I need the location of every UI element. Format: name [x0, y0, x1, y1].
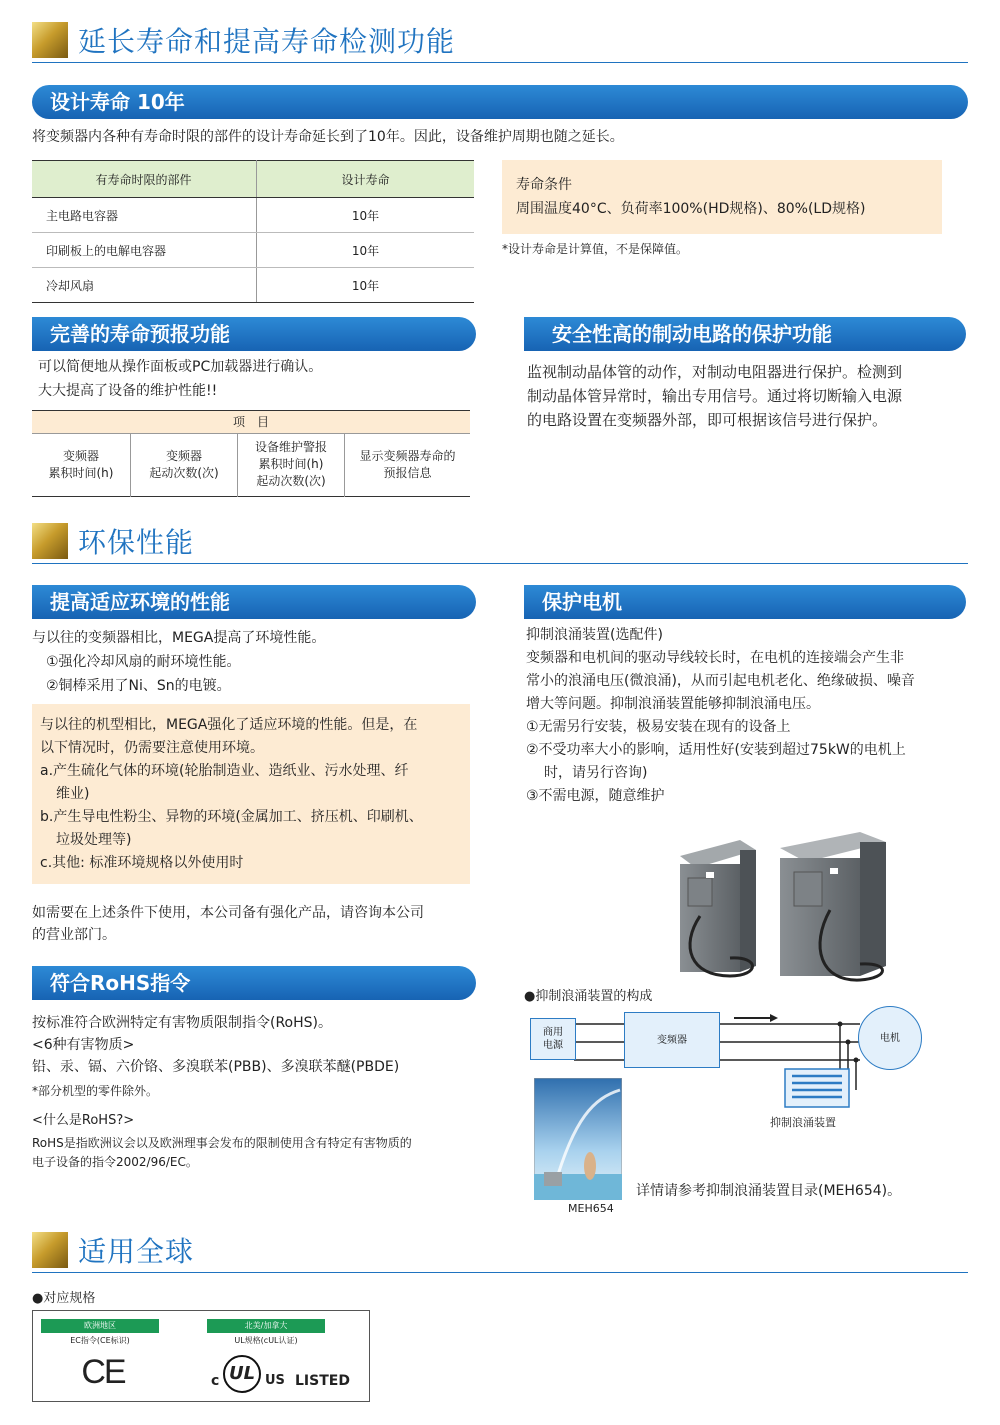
table-row: 印刷板上的电解电容器 10年	[32, 233, 474, 268]
environment-after-text: 如需要在上述条件下使用，本公司备有强化产品，请咨询本公司 的营业部门。	[32, 905, 424, 943]
na-text: UL规格(cUL认证)	[234, 1336, 298, 1345]
gold-square-icon	[32, 1232, 68, 1268]
ul-listed-text: LISTED	[295, 1373, 350, 1389]
ce-mark-icon: CE	[81, 1353, 125, 1391]
catalog-label: MEH654	[568, 1202, 614, 1215]
life-condition-box	[502, 160, 942, 234]
forecast-line-1: 可以简便地从操作面板或PC加载器进行确认。	[38, 359, 323, 375]
items-header: 项 目	[32, 410, 470, 434]
na-label: 北美/加拿大	[207, 1319, 325, 1333]
item-life-forecast: 显示变频器寿命的 预报信息	[359, 448, 456, 480]
forecast-line-2: 大大提高了设备的维护性能!!	[38, 383, 218, 399]
standards-title: ●对应规格	[32, 1291, 96, 1306]
rohs-heading: 符合RoHS指令	[32, 966, 476, 1000]
ul-c-text: c	[211, 1373, 220, 1389]
life-table	[32, 160, 474, 303]
eu-label: 欧洲地区	[41, 1319, 159, 1333]
life-table-header-part: 有寿命时限的部件	[32, 161, 257, 198]
brake-heading: 安全性高的制动电路的保护功能	[524, 317, 966, 351]
motor-heading: 保护电机	[524, 585, 966, 619]
catalog-text: 详情请参考抑制浪涌装置目录(MEH654)。	[636, 1183, 902, 1199]
section-title-life: 延长寿命和提高寿命检测功能	[32, 22, 968, 63]
diagram-suppressor-label: 抑制浪涌装置	[770, 1116, 836, 1129]
environment-text: 与以往的变频器相比，MEGA提高了环境性能。 ①强化冷却风扇的耐环境性能。 ②铜棒采用了Ni、Sn的电镀。	[32, 630, 326, 694]
rohs-what-text: RoHS是指欧洲议会以及欧洲理事会发布的限制使用含有特定有害物质的 电子设备的指令2002/96/EC。	[32, 1136, 412, 1169]
life-table-header-life: 设计寿命	[257, 161, 474, 198]
design-life-heading: 设计寿命 10年	[32, 85, 968, 119]
ul-mark-icon: UL	[223, 1355, 261, 1393]
ul-us-text: US	[265, 1373, 285, 1388]
brake-text: 监视制动晶体管的动作，对制动电阻器进行保护。检测到 制动晶体管异常时，输出专用信号。通过将切断输入电源 的电路设置在变频器外部，即可根据该信号进行保护。	[527, 363, 903, 429]
catalog-cover-image	[534, 1078, 622, 1200]
condition-text: 周围温度40°C、负荷率100%(HD规格)、80%(LD规格)	[516, 201, 866, 217]
item-maintenance-alarm: 设备维护警报 累积时间(h) 起动次数(次)	[238, 433, 345, 497]
rohs-note: *部分机型的零件除外。	[32, 1084, 159, 1098]
items-table	[32, 433, 470, 497]
forecast-heading: 完善的寿命预报功能	[32, 317, 476, 351]
rohs-what-title: <什么是RoHS?>	[32, 1113, 135, 1128]
section-title-global: 适用全球	[32, 1232, 968, 1273]
diagram-power: 商用 电源	[530, 1018, 576, 1060]
surge-suppressor-photo	[660, 826, 900, 988]
gold-square-icon	[32, 22, 68, 58]
table-row: 冷却风扇 10年	[32, 268, 474, 303]
gold-square-icon	[32, 523, 68, 559]
item-start-count: 变频器 起动次数(次)	[131, 433, 238, 497]
suppressor-icon	[784, 1068, 850, 1108]
eu-text: EC指令(CE标识)	[70, 1336, 130, 1345]
environment-heading: 提高适应环境的性能	[32, 585, 476, 619]
environment-caution-box: 与以往的机型相比，MEGA强化了适应环境的性能。但是，在 以下情况时，仍需要注意使用环境。 a.产生硫化气体的环境(轮胎制造业、造纸业、污水处理、纤 维业) b.产生导电性粉尘、异物的环境(金属加工、挤压机、印刷机、 垃圾处理等) c.其他: 标准环境规格以外使用时	[32, 704, 470, 884]
diagram-title: ●抑制浪涌装置的构成	[524, 989, 653, 1004]
condition-title: 寿命条件	[516, 177, 572, 193]
diagram-motor: 电机	[858, 1006, 922, 1070]
section-title-env: 环保性能	[32, 523, 968, 564]
rohs-text: 按标准符合欧洲特定有害物质限制指令(RoHS)。 <6种有害物质> 铅、汞、镉、六价铬、多溴联苯(PBB)、多溴联苯醚(PBDE)	[32, 1015, 400, 1075]
diagram-inverter: 变频器	[624, 1012, 720, 1068]
standards-box	[32, 1310, 370, 1402]
life-note: *设计寿命是计算值，不是保障值。	[502, 242, 689, 256]
design-life-intro: 将变频器内各种有寿命时限的部件的设计寿命延长到了10年。因此，设备维护周期也随之延长。	[32, 129, 624, 145]
motor-text: 抑制浪涌装置(选配件) 变频器和电机间的驱动导线较长时，在电机的连接端会产生非 常小的浪涌电压(微浪涌)，从而引起电机老化、绝缘破损、噪音 增大等问题。抑制浪涌装置能够抑制浪涌电压。 ①无需另行安装，极易安装在现有的设备上 ②不受功率大小的影响，适用性好(安装到超过75kW的电机上 时，请另行咨询) ③不需电源，随意维护	[526, 627, 915, 804]
table-row: 主电路电容器 10年	[32, 198, 474, 233]
item-cumulative-time: 变频器 累积时间(h)	[32, 433, 131, 497]
